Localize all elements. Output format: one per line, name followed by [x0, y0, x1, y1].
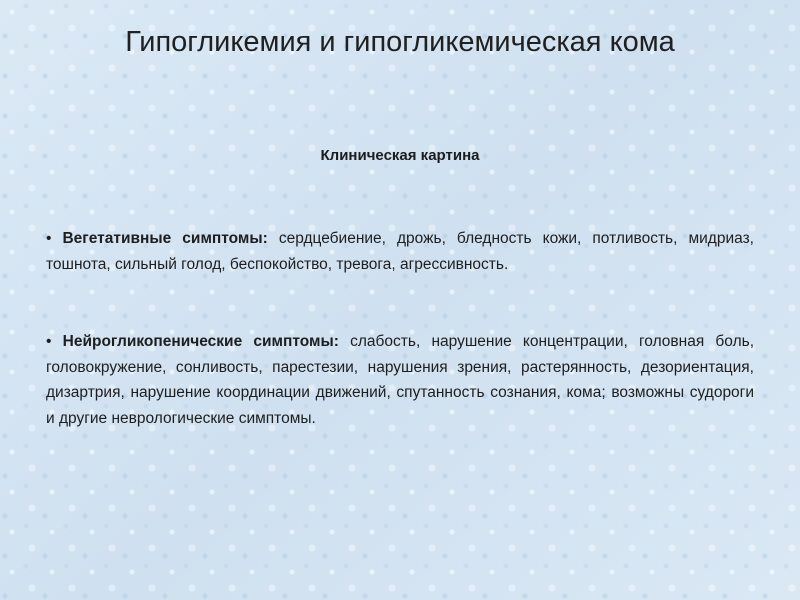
bullet-heading: Нейрогликопенические симптомы: — [62, 333, 339, 350]
bullet-text: слабость, нарушение концентрации, головная боль, головокружение, сонливость, парестезии, нарушения зрения, растерянность, дезориентация, дизартрия, нарушение координации движений, спутанность сознания, кома; возможны судороги и другие неврологические симптомы. — [46, 333, 755, 427]
bullet-item-vegetative — [46, 226, 754, 277]
bullet-marker: • — [46, 230, 52, 247]
bullet-marker: • — [46, 333, 52, 350]
slide-subtitle: Клиническая картина — [320, 147, 480, 164]
slide-title: Гипогликемия и гипогликемическая кома — [125, 26, 675, 58]
bullet-item-neuroglycopenic — [46, 329, 754, 431]
bullet-heading: Вегетативные симптомы: — [62, 230, 268, 247]
bullet-text: сердцебиение, дрожь, бледность кожи, потливость, мидриаз, тошнота, сильный голод, беспокойство, тревога, агрессивность. — [46, 230, 754, 273]
